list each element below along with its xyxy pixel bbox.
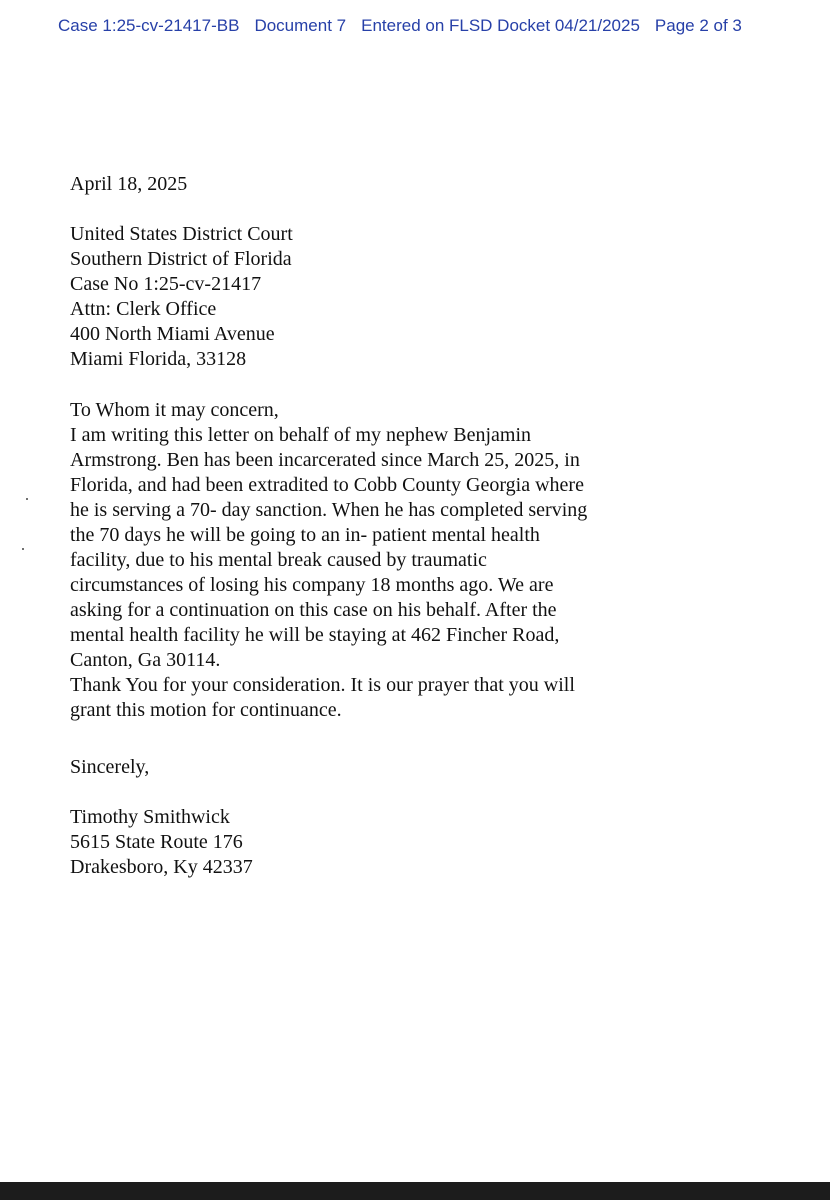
case-number: Case 1:25-cv-21417-BB: [58, 16, 240, 35]
document-number: Document 7: [254, 16, 347, 35]
body-line: the 70 days he will be going to an in- patient mental health: [70, 524, 540, 546]
recipient-address: [70, 222, 293, 372]
body-line: Thank You for your consideration. It is our prayer that you will: [70, 674, 575, 696]
body-line: mental health facility he will be staying at 462 Fincher Road,: [70, 624, 560, 646]
body-line: Florida, and had been extradited to Cobb County Georgia where: [70, 474, 584, 496]
scan-speck: [22, 548, 24, 550]
recipient-line: United States District Court: [70, 223, 293, 245]
bottom-bar: [0, 1182, 830, 1200]
letter-date: April 18, 2025: [70, 173, 188, 195]
signature-address-line: Drakesboro, Ky 42337: [70, 856, 253, 878]
closing-block: [70, 755, 149, 780]
body-line: Canton, Ga 30114.: [70, 649, 221, 671]
body-line: circumstances of losing his company 18 months ago. We are: [70, 574, 554, 596]
letter-body: [70, 398, 587, 723]
recipient-line: Attn: Clerk Office: [70, 298, 217, 320]
body-line: I am writing this letter on behalf of my nephew Benjamin: [70, 424, 531, 446]
body-line: asking for a continuation on this case on his behalf. After the: [70, 599, 557, 621]
body-line: grant this motion for continuance.: [70, 699, 342, 721]
body-line: facility, due to his mental break caused by traumatic: [70, 549, 487, 571]
page-number: Page 2 of 3: [654, 16, 742, 35]
recipient-line: Case No 1:25-cv-21417: [70, 273, 262, 295]
recipient-line: 400 North Miami Avenue: [70, 323, 275, 345]
closing: Sincerely,: [70, 756, 150, 778]
signature-block: [70, 805, 253, 880]
signature-address-line: 5615 State Route 176: [70, 831, 243, 853]
scan-speck: [26, 498, 28, 500]
recipient-line: Southern District of Florida: [70, 248, 292, 270]
docket-header: [58, 16, 742, 36]
body-line: To Whom it may concern,: [70, 399, 279, 421]
body-line: Armstrong. Ben has been incarcerated since March 25, 2025, in: [70, 449, 580, 471]
signature-name: Timothy Smithwick: [70, 806, 230, 828]
letter-date-block: [70, 172, 187, 197]
docket-entry-date: Entered on FLSD Docket 04/21/2025: [361, 16, 640, 35]
recipient-line: Miami Florida, 33128: [70, 348, 247, 370]
body-line: he is serving a 70- day sanction. When he has completed serving: [70, 499, 588, 521]
